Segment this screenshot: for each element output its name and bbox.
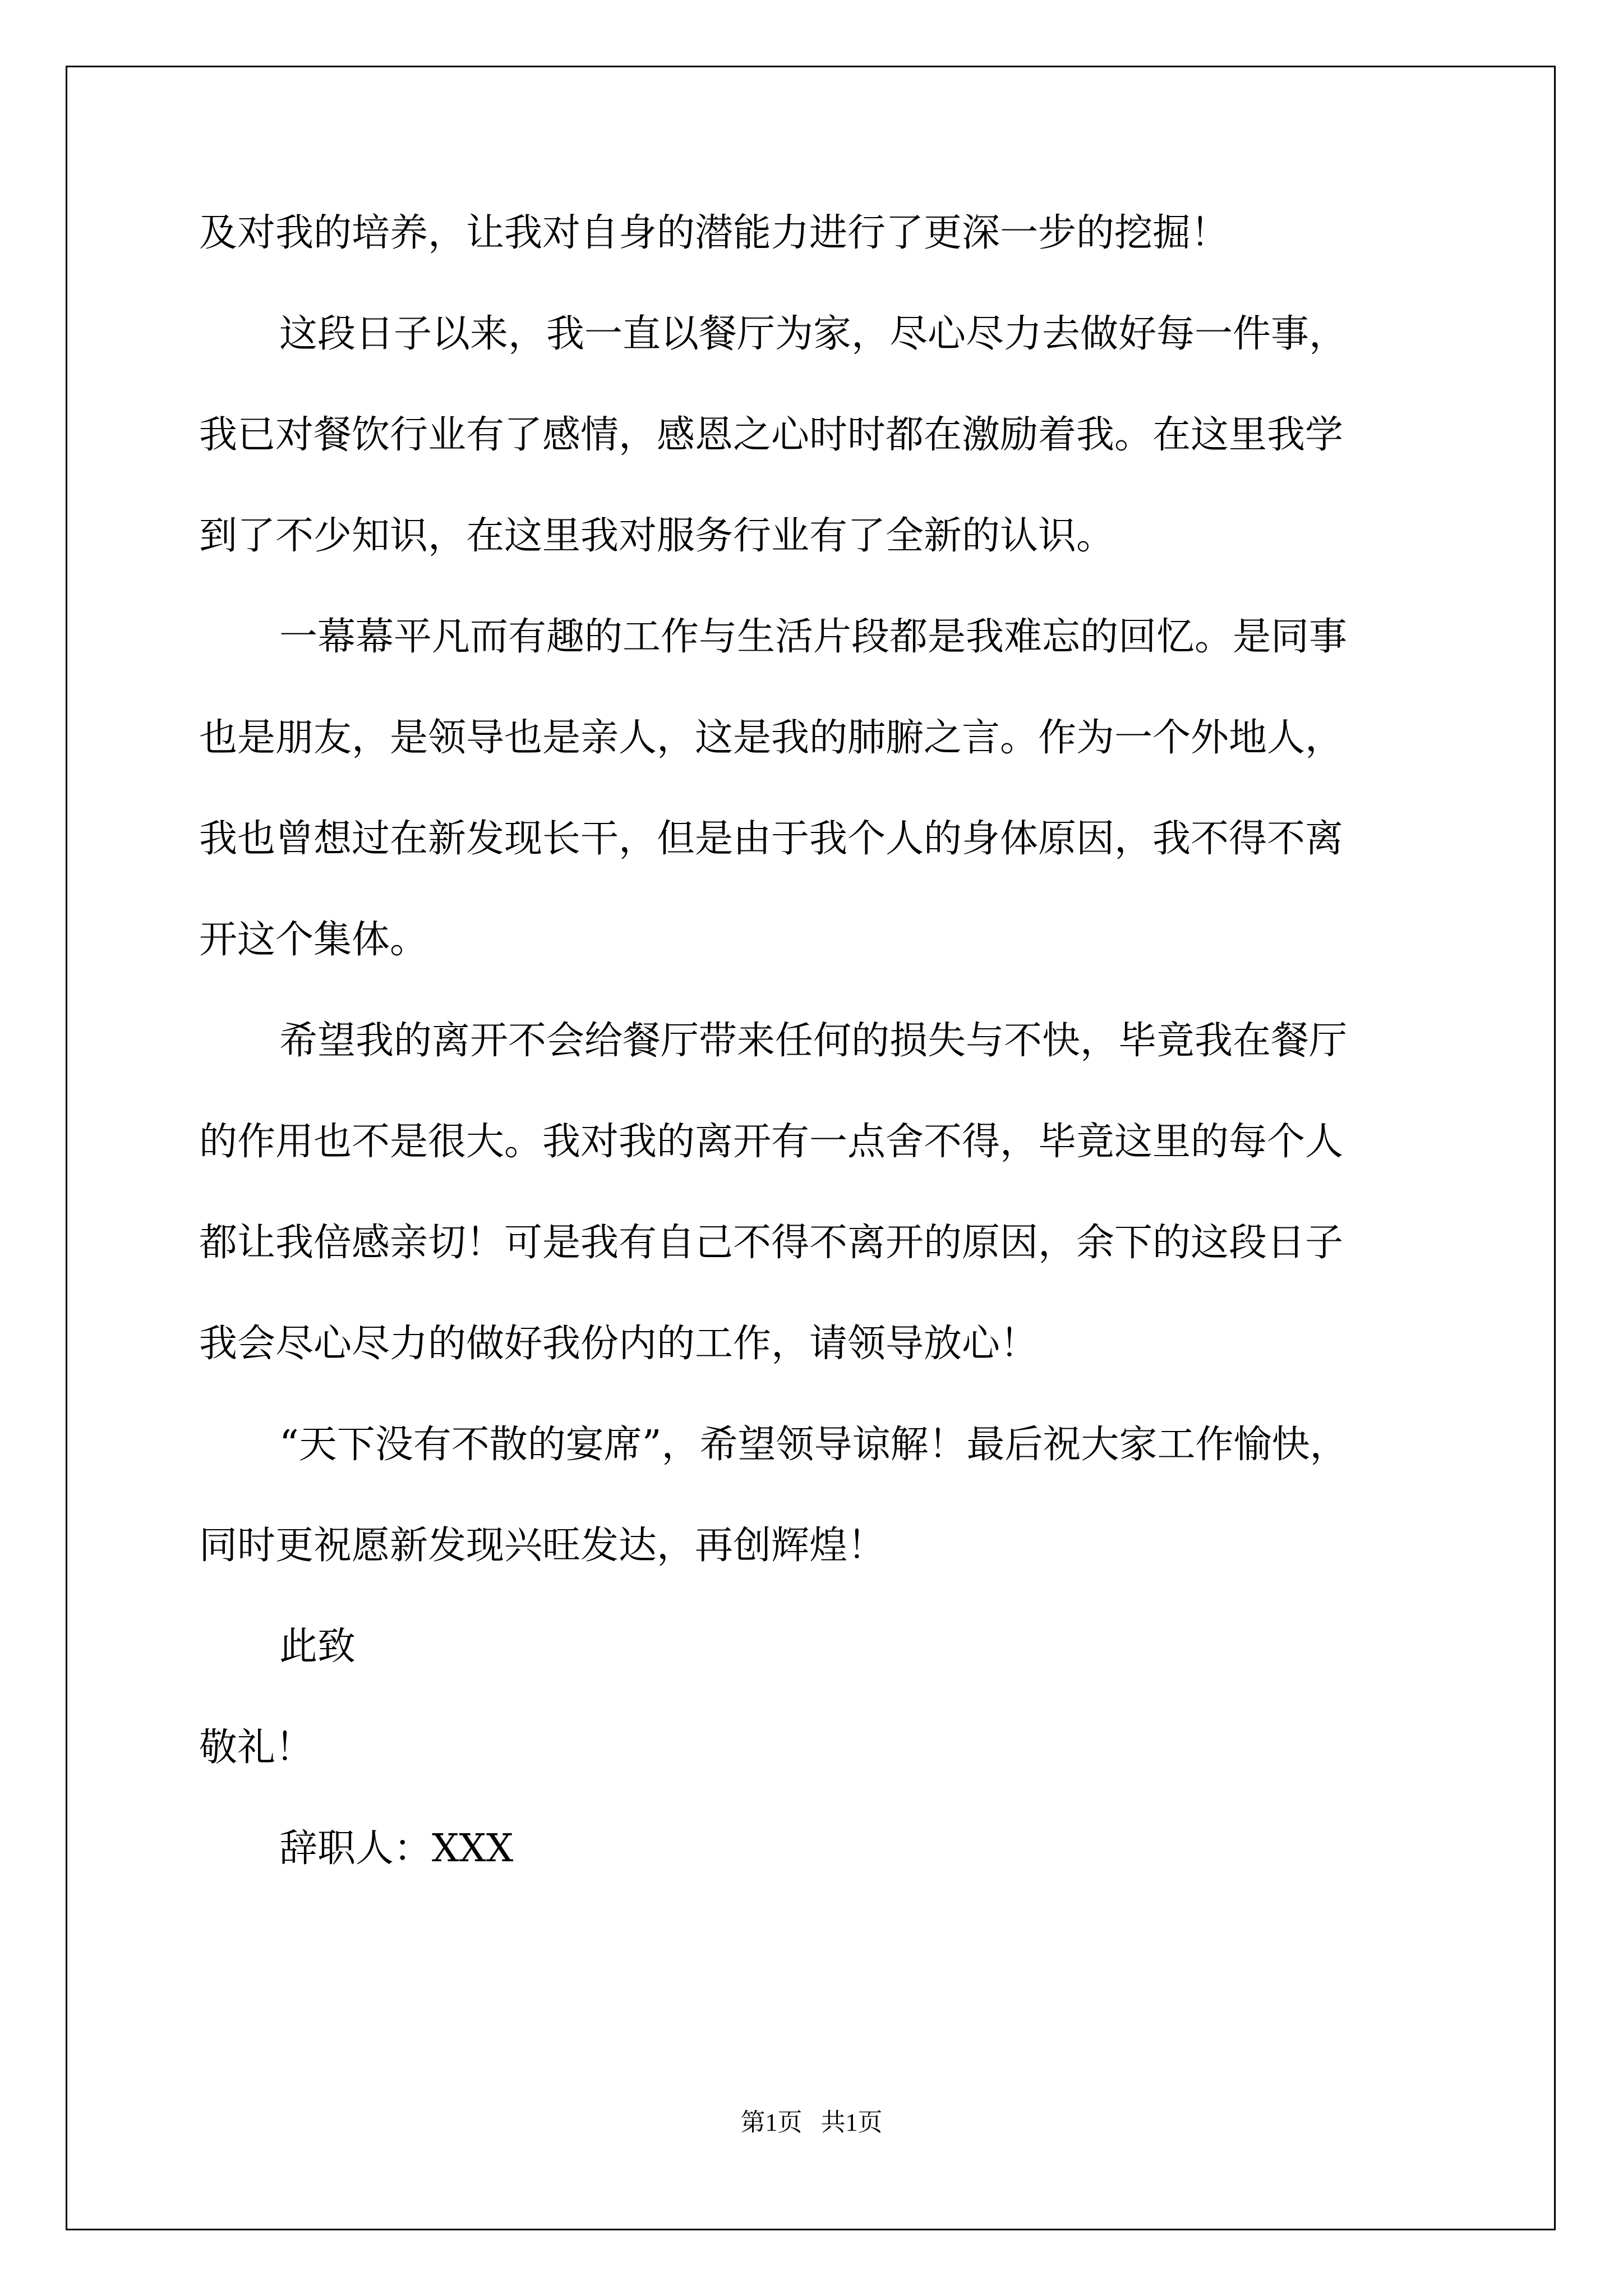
text-line: 也是朋友，是领导也是亲人，这是我的肺腑之言。作为一个外地人， <box>199 716 1344 760</box>
text-line: 我已对餐饮行业有了感情，感恩之心时时都在激励着我。在这里我学 <box>199 413 1344 457</box>
text-line: 开这个集体。 <box>199 918 428 962</box>
text-line: 我会尽心尽力的做好我份内的工作，请领导放心！ <box>199 1322 1039 1366</box>
text-line: 的作用也不是很大。我对我的离开有一点舍不得，毕竟这里的每个人 <box>199 1120 1344 1164</box>
text-line: “天下没有不散的宴席”，希望领导谅解！最后祝大家工作愉快， <box>279 1423 1348 1467</box>
text-line: 我也曾想过在新发现长干，但是由于我个人的身体原因，我不得不离 <box>199 817 1344 861</box>
closing-regards: 敬礼！ <box>199 1726 314 1770</box>
closing-salutation: 此致 <box>279 1625 356 1669</box>
text-line: 同时更祝愿新发现兴旺发达，再创辉煌！ <box>199 1524 886 1568</box>
text-line: 希望我的离开不会给餐厅带来任何的损失与不快，毕竟我在餐厅 <box>279 1019 1348 1063</box>
page-number-footer: 第1页 共1页 <box>740 2109 883 2136</box>
text-line: 这段日子以来，我一直以餐厅为家，尽心尽力去做好每一件事， <box>279 312 1348 356</box>
text-line: 都让我倍感亲切！可是我有自己不得不离开的原因，余下的这段日子 <box>199 1221 1344 1265</box>
text-line: 及对我的培养，让我对自身的潜能力进行了更深一步的挖掘！ <box>199 211 1229 255</box>
text-line: 一幕幕平凡而有趣的工作与生活片段都是我难忘的回忆。是同事 <box>279 615 1348 659</box>
signature-line: 辞职人：XXX <box>279 1826 514 1871</box>
text-line: 到了不少知识，在这里我对服务行业有了全新的认识。 <box>199 514 1115 558</box>
